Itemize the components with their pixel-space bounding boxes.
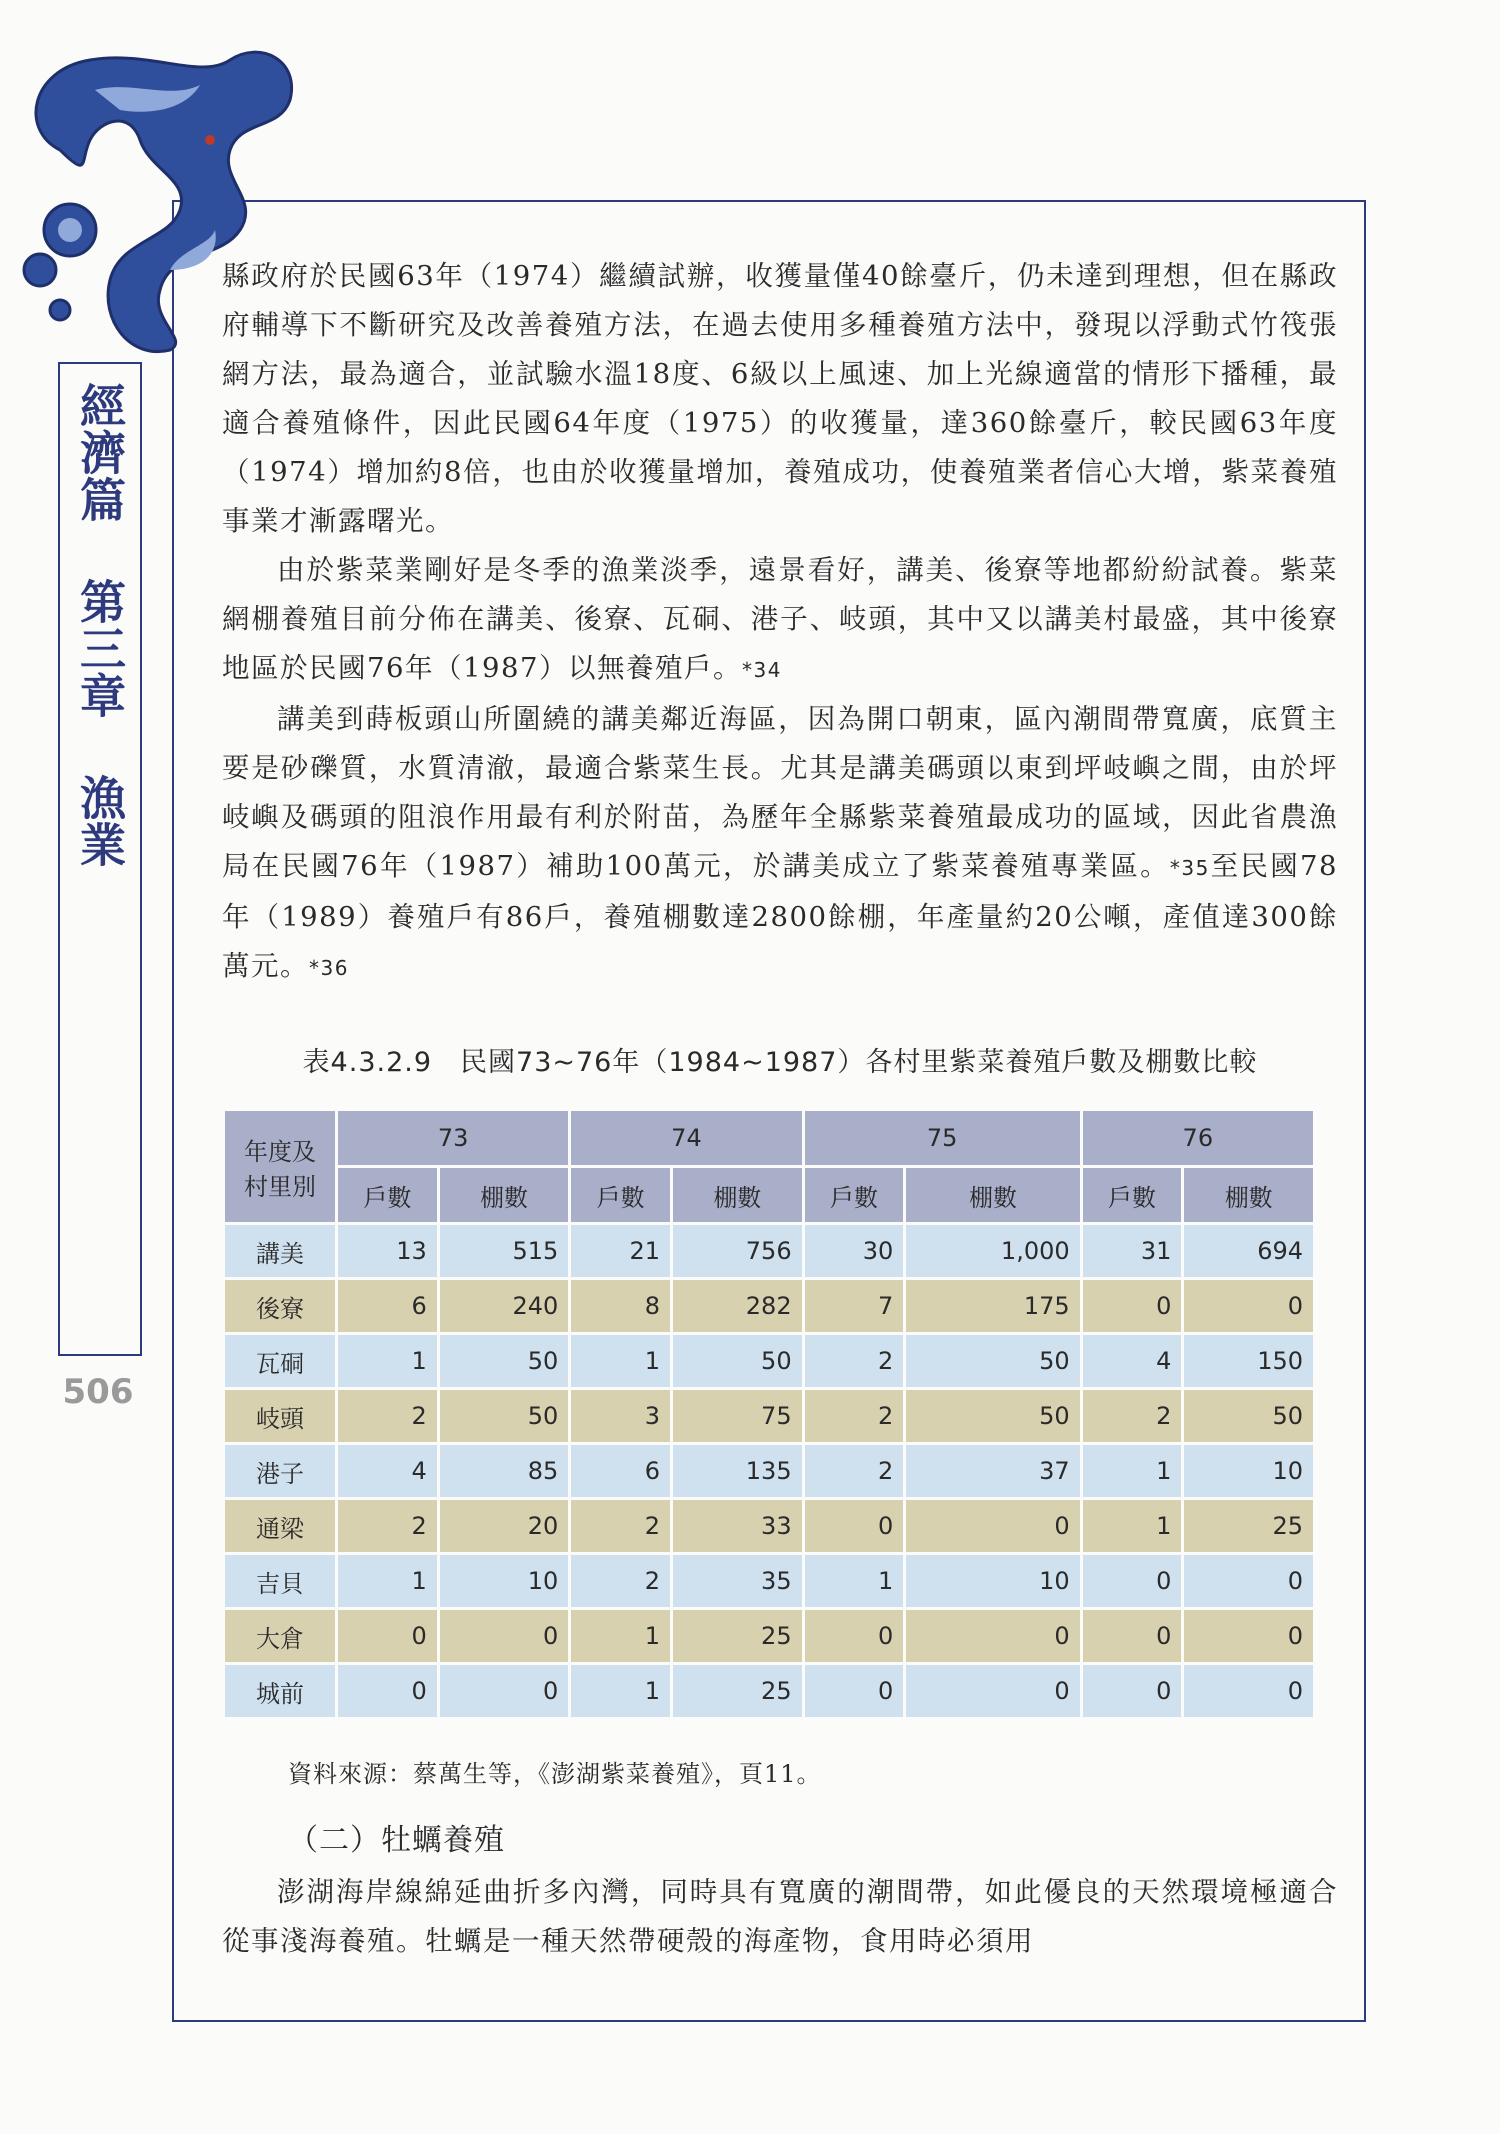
table-row [225,1335,1313,1387]
paragraph-4: 澎湖海岸線綿延曲折多內灣，同時具有寬廣的潮間帶，如此優良的天然環境極適合從事淺海養殖。牡蠣是一種天然帶硬殼的海產物，食用時必須用 [222,1876,1338,1957]
households-cell: 1 [338,1555,437,1607]
village-cell: 後寮 [225,1280,335,1332]
households-header: 戶數 [338,1168,437,1222]
sheds-cell: 50 [440,1390,569,1442]
households-cell: 2 [1083,1390,1182,1442]
sheds-cell: 10 [906,1555,1079,1607]
sheds-cell: 10 [440,1555,569,1607]
households-cell: 4 [338,1445,437,1497]
sheds-cell: 515 [440,1225,569,1277]
sheds-cell: 0 [906,1500,1079,1552]
sheds-cell: 50 [906,1335,1079,1387]
households-cell: 1 [571,1335,670,1387]
body-text-lower [222,1868,1338,1966]
households-cell: 0 [805,1500,904,1552]
sheds-cell: 0 [1184,1280,1313,1332]
sheds-cell: 0 [1184,1555,1313,1607]
chapter-sidebar [58,362,142,1356]
households-cell: 1 [805,1555,904,1607]
year-header: 75 [805,1111,1080,1165]
sheds-cell: 37 [906,1445,1079,1497]
footnote-35: *35 [1169,856,1210,880]
page-number: 506 [62,1372,134,1412]
table-row [225,1500,1313,1552]
households-cell: 1 [1083,1445,1182,1497]
table-row [225,1225,1313,1277]
households-cell: 1 [338,1335,437,1387]
section-heading: （二）牡蠣養殖 [288,1823,505,1858]
sheds-cell: 175 [906,1280,1079,1332]
year-header: 73 [338,1111,568,1165]
sheds-cell: 0 [1184,1610,1313,1662]
sheds-cell: 50 [673,1335,802,1387]
households-cell: 2 [805,1445,904,1497]
village-cell: 通梁 [225,1500,335,1552]
village-cell: 講美 [225,1225,335,1277]
households-cell: 2 [805,1335,904,1387]
households-cell: 2 [805,1390,904,1442]
body-text-upper [222,252,1338,993]
table-row [225,1390,1313,1442]
households-header: 戶數 [571,1168,670,1222]
year-header: 76 [1083,1111,1313,1165]
sheds-cell: 0 [1184,1665,1313,1717]
sheds-cell: 0 [440,1610,569,1662]
households-cell: 2 [571,1500,670,1552]
sheds-header: 棚數 [906,1168,1079,1222]
sheds-cell: 1,000 [906,1225,1079,1277]
village-cell: 岐頭 [225,1390,335,1442]
households-cell: 4 [1083,1335,1182,1387]
households-cell: 0 [1083,1280,1182,1332]
households-cell: 0 [1083,1610,1182,1662]
paragraph-1: 縣政府於民國63年（1974）繼續試辦，收獲量僅40餘臺斤，仍未達到理想，但在縣政府輔導下不斷研究及改善養殖方法，在過去使用多種養殖方法中，發現以浮動式竹筏張網方法，最為適合，並試驗水溫18度、6級以上風速、加上光線適當的情形下播種，最適合養殖條件，因此民國64年度（1975）的收獲量，達360餘臺斤，較民國63年度（1974）增加約8倍，也由於收獲量增加，養殖成功，使養殖業者信心大增，紫菜養殖事業才漸露曙光。 [222,260,1338,537]
households-cell: 0 [805,1610,904,1662]
paragraph-3 [222,695,1338,993]
village-cell: 港子 [225,1445,335,1497]
sheds-cell: 0 [440,1665,569,1717]
footnote-34: *34 [741,658,782,682]
sheds-cell: 240 [440,1280,569,1332]
sheds-cell: 20 [440,1500,569,1552]
chapter-label: 經濟篇 第三章 漁業 [73,382,127,868]
corner-header-line2: 村里別 [244,1172,316,1201]
households-cell: 0 [805,1665,904,1717]
sheds-cell: 50 [906,1390,1079,1442]
households-cell: 13 [338,1225,437,1277]
sheds-cell: 50 [1184,1390,1313,1442]
corner-header-line1: 年度及 [244,1137,316,1166]
sheds-cell: 10 [1184,1445,1313,1497]
households-cell: 21 [571,1225,670,1277]
households-cell: 2 [338,1500,437,1552]
sheds-header: 棚數 [1184,1168,1313,1222]
paragraph-2 [222,546,1338,695]
table-row [225,1445,1313,1497]
table-row [225,1555,1313,1607]
households-cell: 6 [571,1445,670,1497]
paragraph-3-text-b: 至民國78年（1989）養殖戶有86戶，養殖棚數達2800餘棚，年產量約20公噸，產值達300餘萬元。 [222,850,1338,982]
year-header: 74 [571,1111,801,1165]
households-cell: 0 [1083,1665,1182,1717]
corner-header [225,1111,335,1222]
village-cell: 瓦硐 [225,1335,335,1387]
paragraph-2-text: 由於紫菜業剛好是冬季的漁業淡季，遠景看好，講美、後寮等地都紛紛試養。紫菜網棚養殖目前分佈在講美、後寮、瓦硐、港子、岐頭，其中又以講美村最盛，其中後寮地區於民國76年（1987）以無養殖戶。 [222,554,1338,684]
sheds-cell: 756 [673,1225,802,1277]
sheds-cell: 50 [440,1335,569,1387]
sheds-header: 棚數 [440,1168,569,1222]
households-cell: 1 [571,1610,670,1662]
sheds-cell: 25 [673,1665,802,1717]
households-cell: 2 [571,1555,670,1607]
sheds-cell: 33 [673,1500,802,1552]
households-cell: 1 [1083,1500,1182,1552]
households-cell: 0 [338,1665,437,1717]
paragraph-3-text-a: 講美到蒔板頭山所圍繞的講美鄰近海區，因為開口朝東，區內潮間帶寬廣，底質主要是砂礫質，水質清澈，最適合紫菜生長。尤其是講美碼頭以東到坪岐嶼之間，由於坪岐嶼及碼頭的阻浪作用最有利於附苗，為歷年全縣紫菜養殖最成功的區域，因此省農漁局在民國76年（1987）補助100萬元，於講美成立了紫菜養殖專業區。 [222,703,1338,882]
households-cell: 0 [1083,1555,1182,1607]
village-cell: 吉貝 [225,1555,335,1607]
sheds-cell: 75 [673,1390,802,1442]
sheds-cell: 282 [673,1280,802,1332]
table-row [225,1610,1313,1662]
households-header: 戶數 [1083,1168,1182,1222]
table-title: 表4.3.2.9 民國73~76年（1984~1987）各村里紫菜養殖戶數及棚數比較 [302,1047,1258,1078]
seaweed-farming-table [222,1108,1316,1720]
sheds-cell: 694 [1184,1225,1313,1277]
sheds-cell: 25 [1184,1500,1313,1552]
households-cell: 7 [805,1280,904,1332]
households-cell: 0 [338,1610,437,1662]
sheds-cell: 150 [1184,1335,1313,1387]
village-cell: 大倉 [225,1610,335,1662]
households-cell: 2 [338,1390,437,1442]
table-row [225,1280,1313,1332]
households-cell: 3 [571,1390,670,1442]
sheds-cell: 35 [673,1555,802,1607]
table-row [225,1665,1313,1717]
table-source: 資料來源：蔡萬生等，《澎湖紫菜養殖》，頁11。 [288,1760,822,1788]
households-cell: 6 [338,1280,437,1332]
households-cell: 8 [571,1280,670,1332]
sheds-cell: 25 [673,1610,802,1662]
households-cell: 30 [805,1225,904,1277]
footnote-36: *36 [309,956,349,980]
sheds-cell: 135 [673,1445,802,1497]
households-cell: 1 [571,1665,670,1717]
sheds-cell: 85 [440,1445,569,1497]
households-header: 戶數 [805,1168,904,1222]
village-cell: 城前 [225,1665,335,1717]
sheds-header: 棚數 [673,1168,802,1222]
sheds-cell: 0 [906,1610,1079,1662]
sheds-cell: 0 [906,1665,1079,1717]
households-cell: 31 [1083,1225,1182,1277]
